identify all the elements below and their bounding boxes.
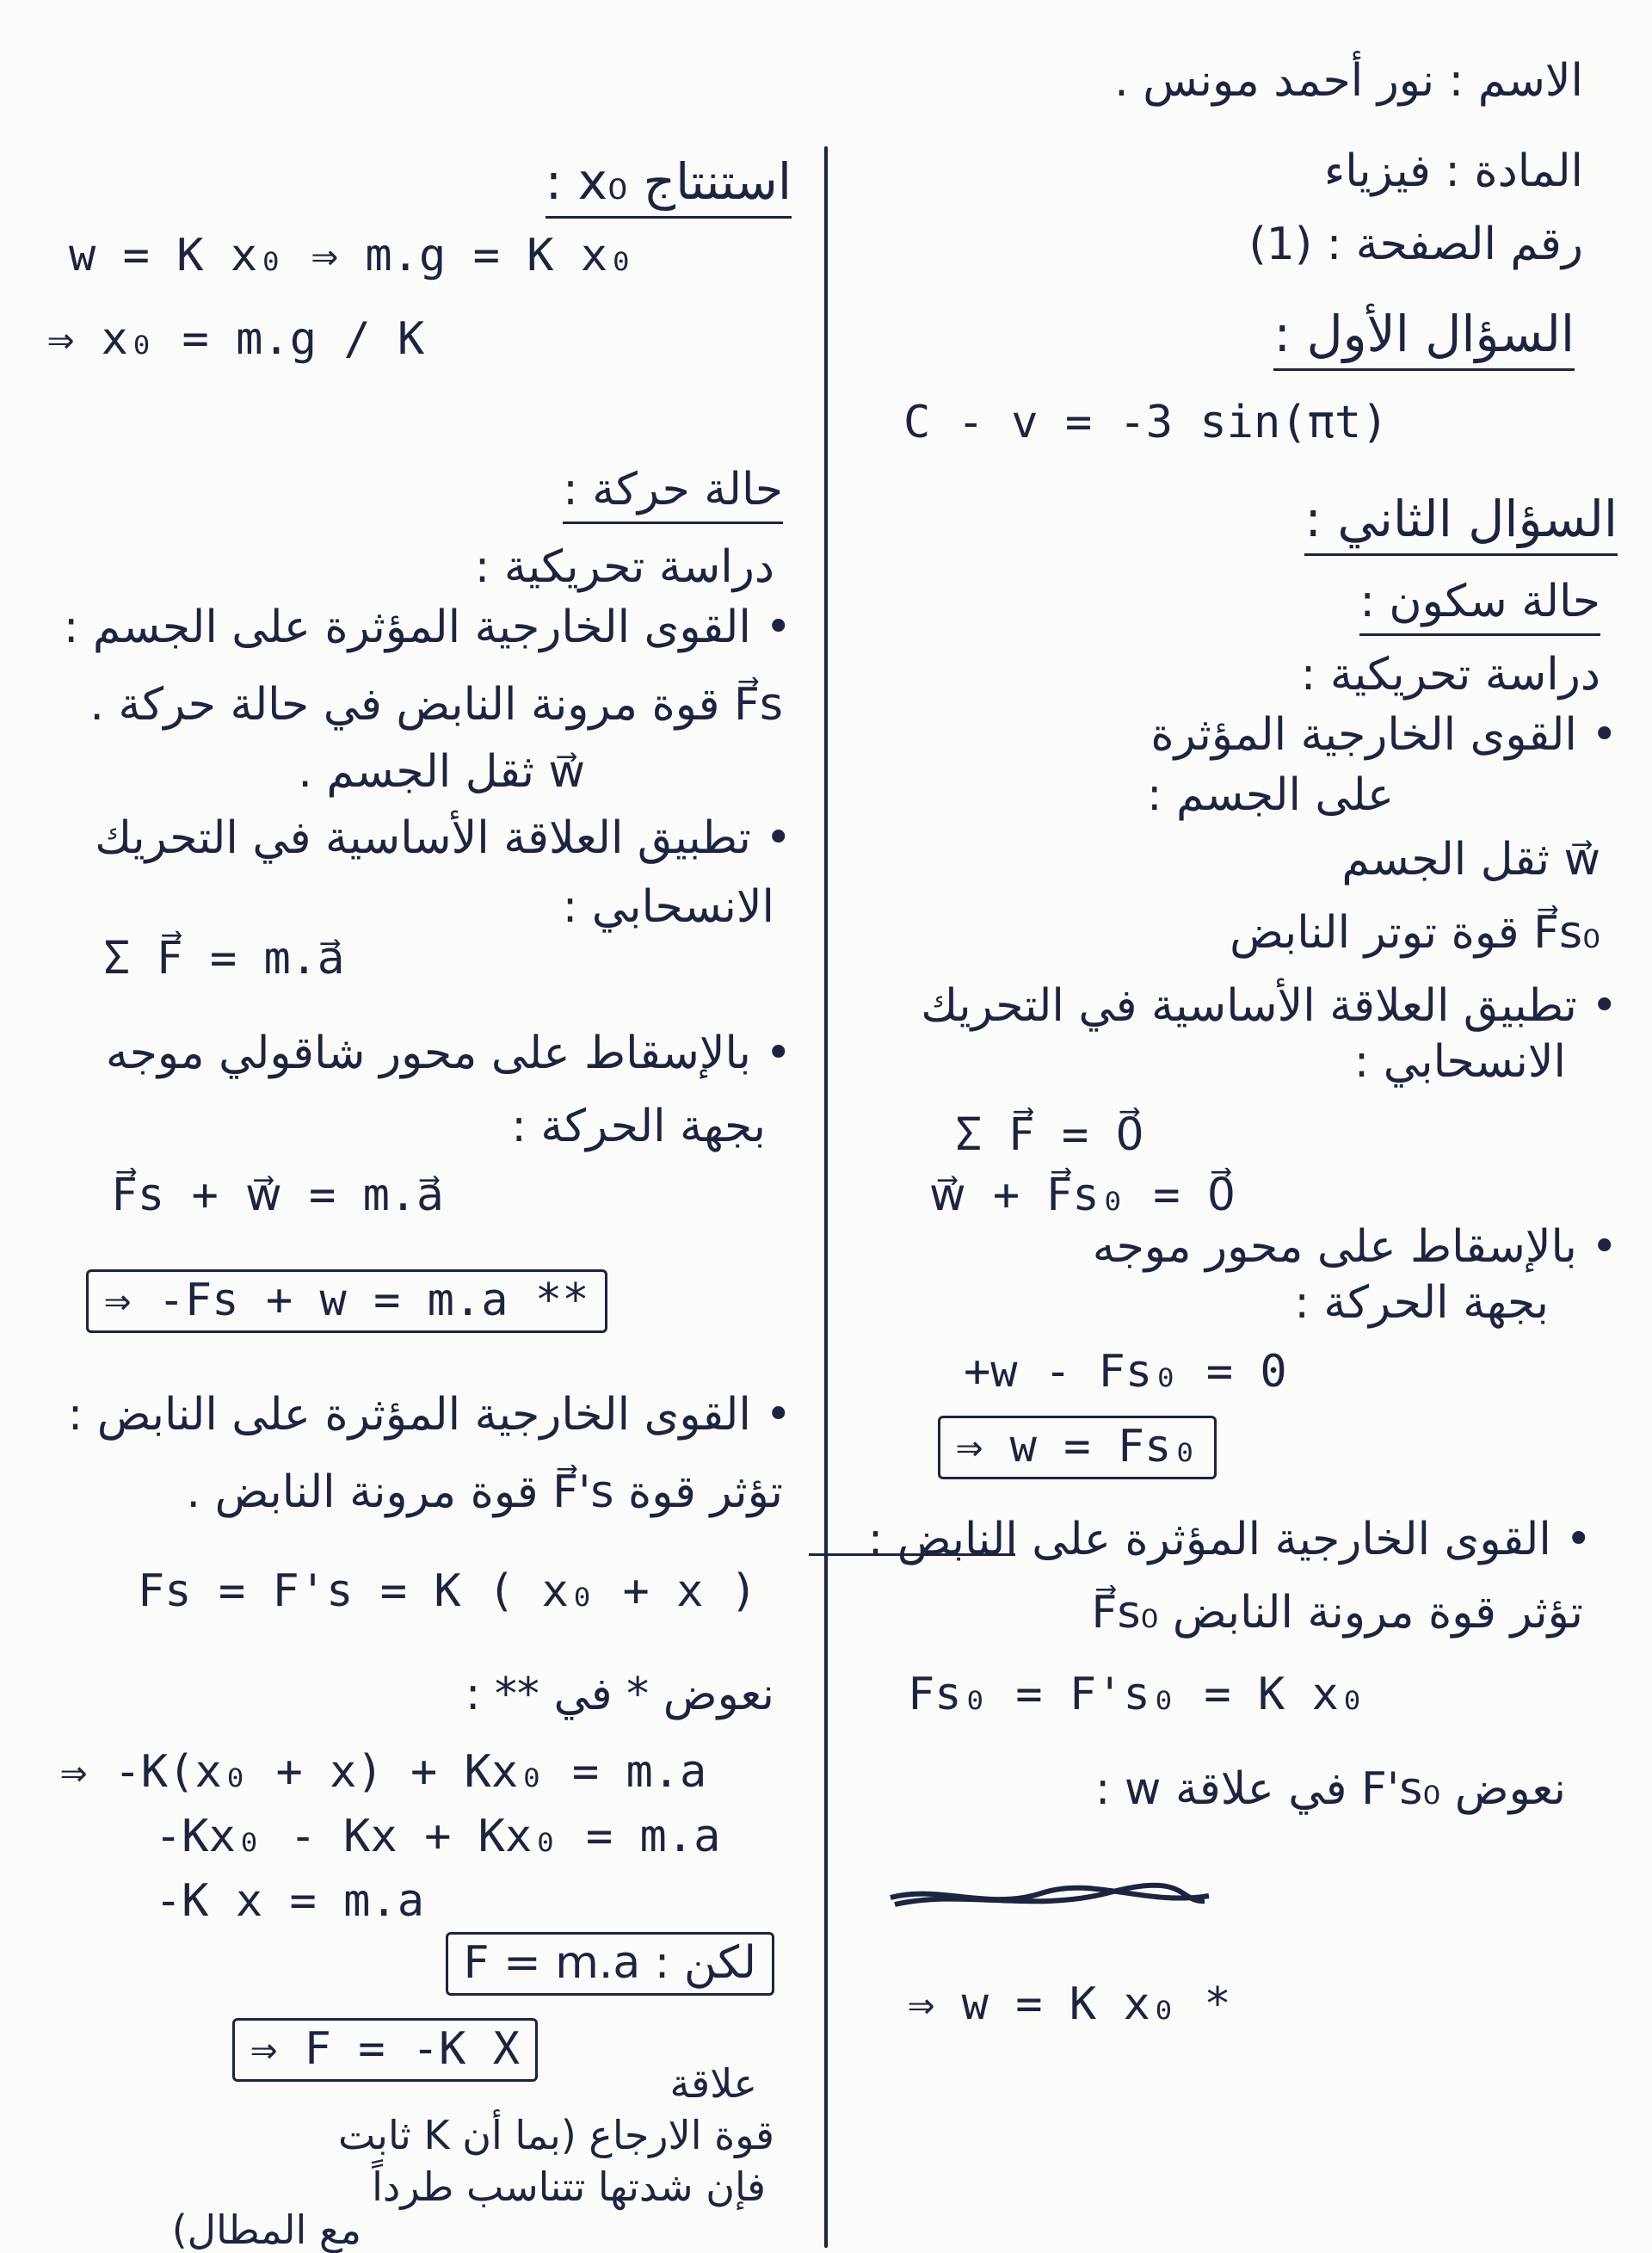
scribble-mark <box>886 1880 1213 1915</box>
restoring-force-result: ⇒ F = -K X <box>232 2018 538 2082</box>
displacement-note: مع المطال) <box>171 2207 361 2253</box>
substitution-step-2: -Kx₀ - Kx + Kx₀ = m.a <box>155 1811 721 1862</box>
spring-force-equation: Fs₀ = F's₀ = K x₀ <box>908 1669 1366 1720</box>
deduce-x0-heading: استنتاج x₀ : <box>546 153 792 219</box>
projection-line: • بالإسقاط على محور موجه <box>1092 1221 1618 1273</box>
dynamics-study-label: دراسة تحريكية : <box>1300 649 1600 701</box>
but-f-equals-ma: لكن : F = m.a <box>446 1932 774 1996</box>
projection-cont: بجهة الحركة : <box>1294 1277 1549 1329</box>
motion-state-heading: حالة حركة : <box>563 465 783 524</box>
forces-on-body-line-2: • القوى الخارجية المؤثرة على الجسم : <box>63 602 792 653</box>
sum-forces-ma: Σ F⃗ = m.a⃗ <box>103 933 345 985</box>
column-divider <box>824 146 828 2248</box>
forces-on-spring-line: • القوى الخارجية المؤثرة على النابض : <box>867 1514 1592 1565</box>
vertical-projection-line: • بالإسقاط على محور شاقولي موجه <box>105 1028 792 1079</box>
final-result-w: ⇒ w = K x₀ * <box>908 1978 1231 2030</box>
newton-law-line: • تطبيق العلاقة الأساسية في التحريك <box>921 980 1618 1032</box>
forces-on-spring-line-2: • القوى الخارجية المؤثرة على النابض : <box>67 1389 792 1441</box>
spring-tension-force: F⃗s₀ قوة توتر النابض <box>1230 907 1600 959</box>
weight-force: w⃗ ثقل الجسم <box>1341 834 1600 886</box>
x0-result: ⇒ x₀ = m.g / K <box>47 313 425 365</box>
newton-law-cont: الانسحابي : <box>1353 1036 1566 1088</box>
forces-on-body-line: • القوى الخارجية المؤثرة <box>1150 709 1618 761</box>
spring-elastic-force-2: تؤثر قوة F⃗'s قوة مرونة النابض . <box>186 1466 783 1518</box>
vector-sum-zero: w⃗ + F⃗s₀ = 0⃗ <box>929 1170 1236 1221</box>
substitute-line: نعوض F's₀ في علاقة w : <box>1094 1763 1566 1815</box>
weight-force-2: w⃗ ثقل الجسم . <box>298 746 585 798</box>
dynamics-study-label-2: دراسة تحريكية : <box>474 541 774 593</box>
forces-on-body-cont: على الجسم : <box>1146 769 1394 821</box>
restoring-force-note: قوة الارجاع (بما أن K ثابت <box>338 2112 774 2158</box>
substitute-line-2: نعوض * في ** : <box>465 1669 774 1720</box>
rest-state-heading: حالة سكون : <box>1359 577 1600 636</box>
spring-elastic-force: تؤثر قوة مرونة النابض F⃗s₀ <box>1091 1587 1583 1639</box>
student-name: الاسم : نور أحمد مونس . <box>1114 55 1583 107</box>
page-number-line: رقم الصفحة : (1) <box>1248 219 1583 270</box>
substitution-step-1: ⇒ -K(x₀ + x) + Kx₀ = m.a <box>60 1746 707 1798</box>
newton-law-cont-2: الانسحابي : <box>562 881 774 933</box>
question-2-heading: السؤال الثاني : <box>1304 491 1618 556</box>
projected-equation: +w - Fs₀ = 0 <box>964 1346 1287 1398</box>
proportional-note: فإن شدتها تتناسب طرداً <box>372 2163 766 2210</box>
spring-force-equation-2: Fs = F's = K ( x₀ + x ) <box>138 1565 758 1617</box>
sum-forces-zero: Σ F⃗ = 0⃗ <box>955 1109 1144 1161</box>
vertical-projection-cont: بجهة الحركة : <box>511 1101 766 1152</box>
relation-label: علاقة <box>669 2060 757 2107</box>
answer-1-formula: C - v = -3 sin(πt) <box>903 397 1389 448</box>
substitution-step-3: -K x = m.a <box>155 1875 425 1927</box>
equilibrium-equation: w = K x₀ ⇒ m.g = K x₀ <box>69 230 635 281</box>
boxed-motion-equation: ⇒ -Fs + w = m.a ** <box>86 1269 607 1333</box>
boxed-result-w: ⇒ w = Fs₀ <box>938 1416 1217 1479</box>
subject-line: المادة : فيزياء <box>1323 145 1583 197</box>
question-1-heading: السؤال الأول : <box>1273 306 1575 371</box>
spring-elastic-force-motion: F⃗s قوة مرونة النابض في حالة حركة . <box>89 679 783 731</box>
newton-law-line-2: • تطبيق العلاقة الأساسية في التحريك <box>95 812 792 864</box>
vector-motion-equation: F⃗s + w⃗ = m.a⃗ <box>112 1170 445 1221</box>
